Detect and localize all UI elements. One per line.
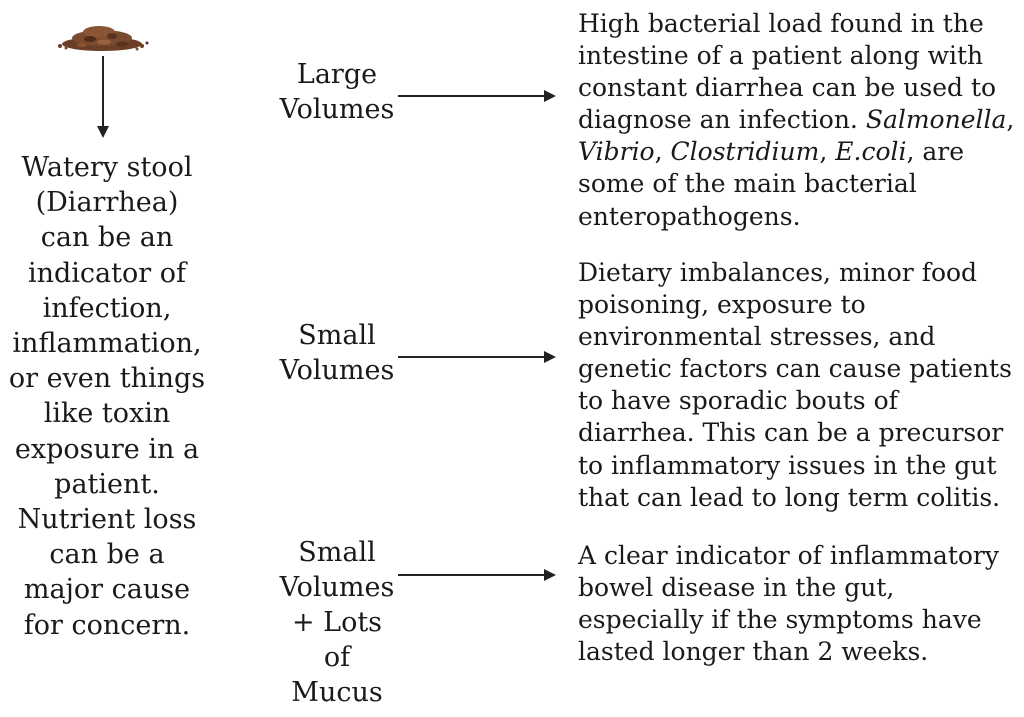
label-line: Mucus bbox=[291, 677, 383, 708]
organism-name: Salmonella bbox=[865, 105, 1007, 135]
organism-name: Clostridium bbox=[670, 137, 820, 167]
separator: , bbox=[1006, 105, 1015, 135]
watery-stool-description: Watery stool (Diarrhea) can be an indicator of infection, inflammation, or even things like toxin exposure in a patient. Nutrient loss can be a major cause for concern. bbox=[8, 152, 206, 641]
label-line: Small bbox=[298, 320, 376, 351]
right-arrow-icon bbox=[398, 89, 558, 103]
label-line: Volumes bbox=[279, 94, 395, 125]
description-text: High bacterial load found in the intestine of a patient along with constant diarrhea can be used to diagnose an infection. bbox=[578, 9, 997, 135]
down-arrow-icon bbox=[93, 56, 113, 138]
bacterial-infection-description bbox=[578, 8, 1018, 233]
stool-pile-icon bbox=[52, 20, 152, 56]
right-arrow-icon bbox=[398, 350, 558, 364]
label-line: Volumes bbox=[279, 572, 395, 603]
separator: , bbox=[654, 137, 671, 167]
description-text: , are some of the main bacterial enteropathogens. bbox=[578, 137, 965, 231]
label-line: + Lots bbox=[291, 607, 383, 638]
label-line: Volumes bbox=[279, 355, 395, 386]
organism-name: Vibrio bbox=[578, 137, 655, 167]
right-arrow-icon bbox=[398, 568, 558, 582]
label-line: of bbox=[323, 642, 351, 673]
small-volumes-label bbox=[262, 318, 412, 388]
large-volumes-label bbox=[262, 57, 412, 127]
organism-name: E.coli bbox=[835, 137, 907, 167]
label-line: Large bbox=[296, 59, 378, 90]
dietary-imbalance-description: Dietary imbalances, minor food poisoning, exposure to environmental stresses, and genetic factors can cause patients to have sporadic bouts of diarrhea. This can be a precursor to inflammatory issues in the gut that can lead to long term colitis. bbox=[578, 258, 1012, 512]
separator: , bbox=[819, 137, 836, 167]
small-volumes-mucus-label bbox=[262, 535, 412, 710]
ibd-description: A clear indicator of inflammatory bowel disease in the gut, especially if the symptoms have lasted longer than 2 weeks. bbox=[578, 541, 1000, 667]
label-line: Small bbox=[298, 537, 376, 568]
